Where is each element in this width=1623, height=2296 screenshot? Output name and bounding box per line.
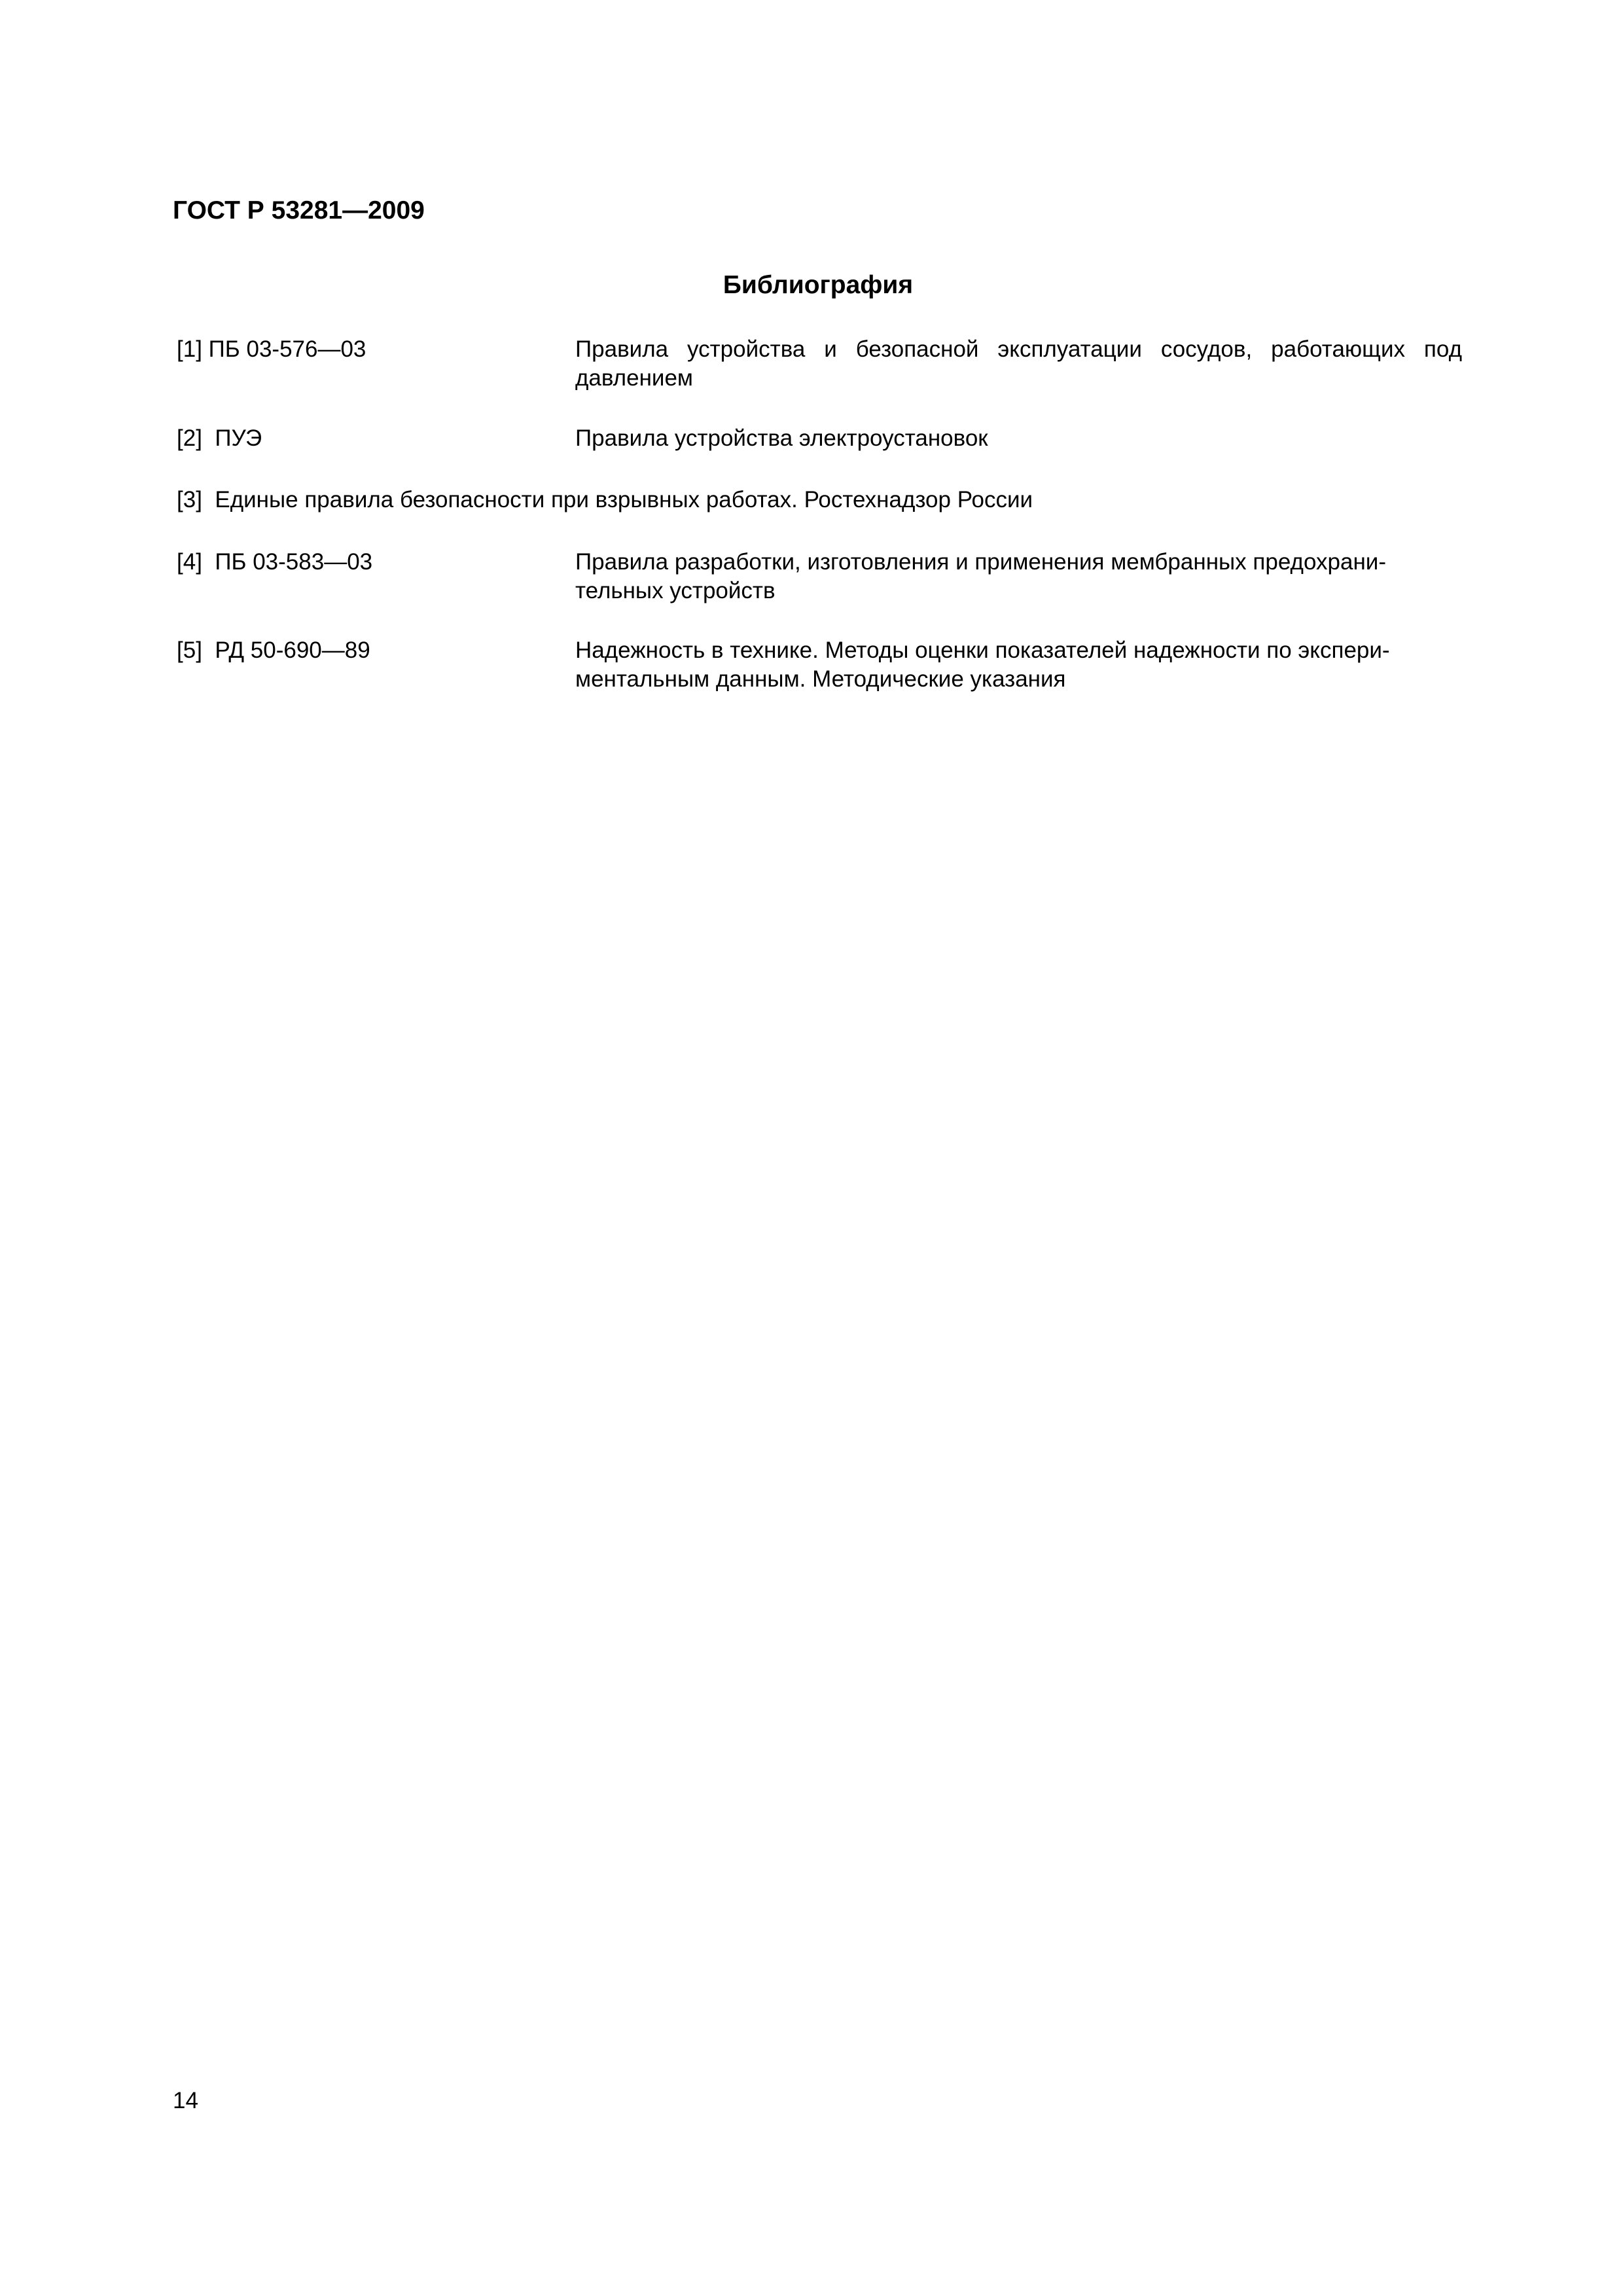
entry-reference: [1] ПБ 03-576—03 — [177, 336, 366, 362]
entry-description: Надежность в технике. Методы оценки показателей надежности по экспери- ментальным данным. Методические указания — [575, 637, 1390, 692]
entry-description: Правила устройства электроустановок — [575, 425, 988, 451]
entry-reference: [3] Единые правила безопасности при взрывных работах. Ростехнадзор России — [177, 487, 1033, 512]
page-number: 14 — [173, 2088, 198, 2113]
document-header: ГОСТ Р 53281—2009 — [173, 196, 425, 224]
entry-reference: [2] ПУЭ — [177, 425, 262, 451]
entry-reference: [5] РД 50-690—89 — [177, 637, 370, 663]
entry-description: Правила разработки, изготовления и применения мембранных предохрани- тельных устройств — [575, 549, 1386, 603]
section-title: Библиография — [722, 271, 914, 299]
entry-reference: [4] ПБ 03-583—03 — [177, 549, 373, 575]
entry-description: Правила устройства и безопасной эксплуатации сосудов, работающих под давлением — [575, 336, 1462, 391]
